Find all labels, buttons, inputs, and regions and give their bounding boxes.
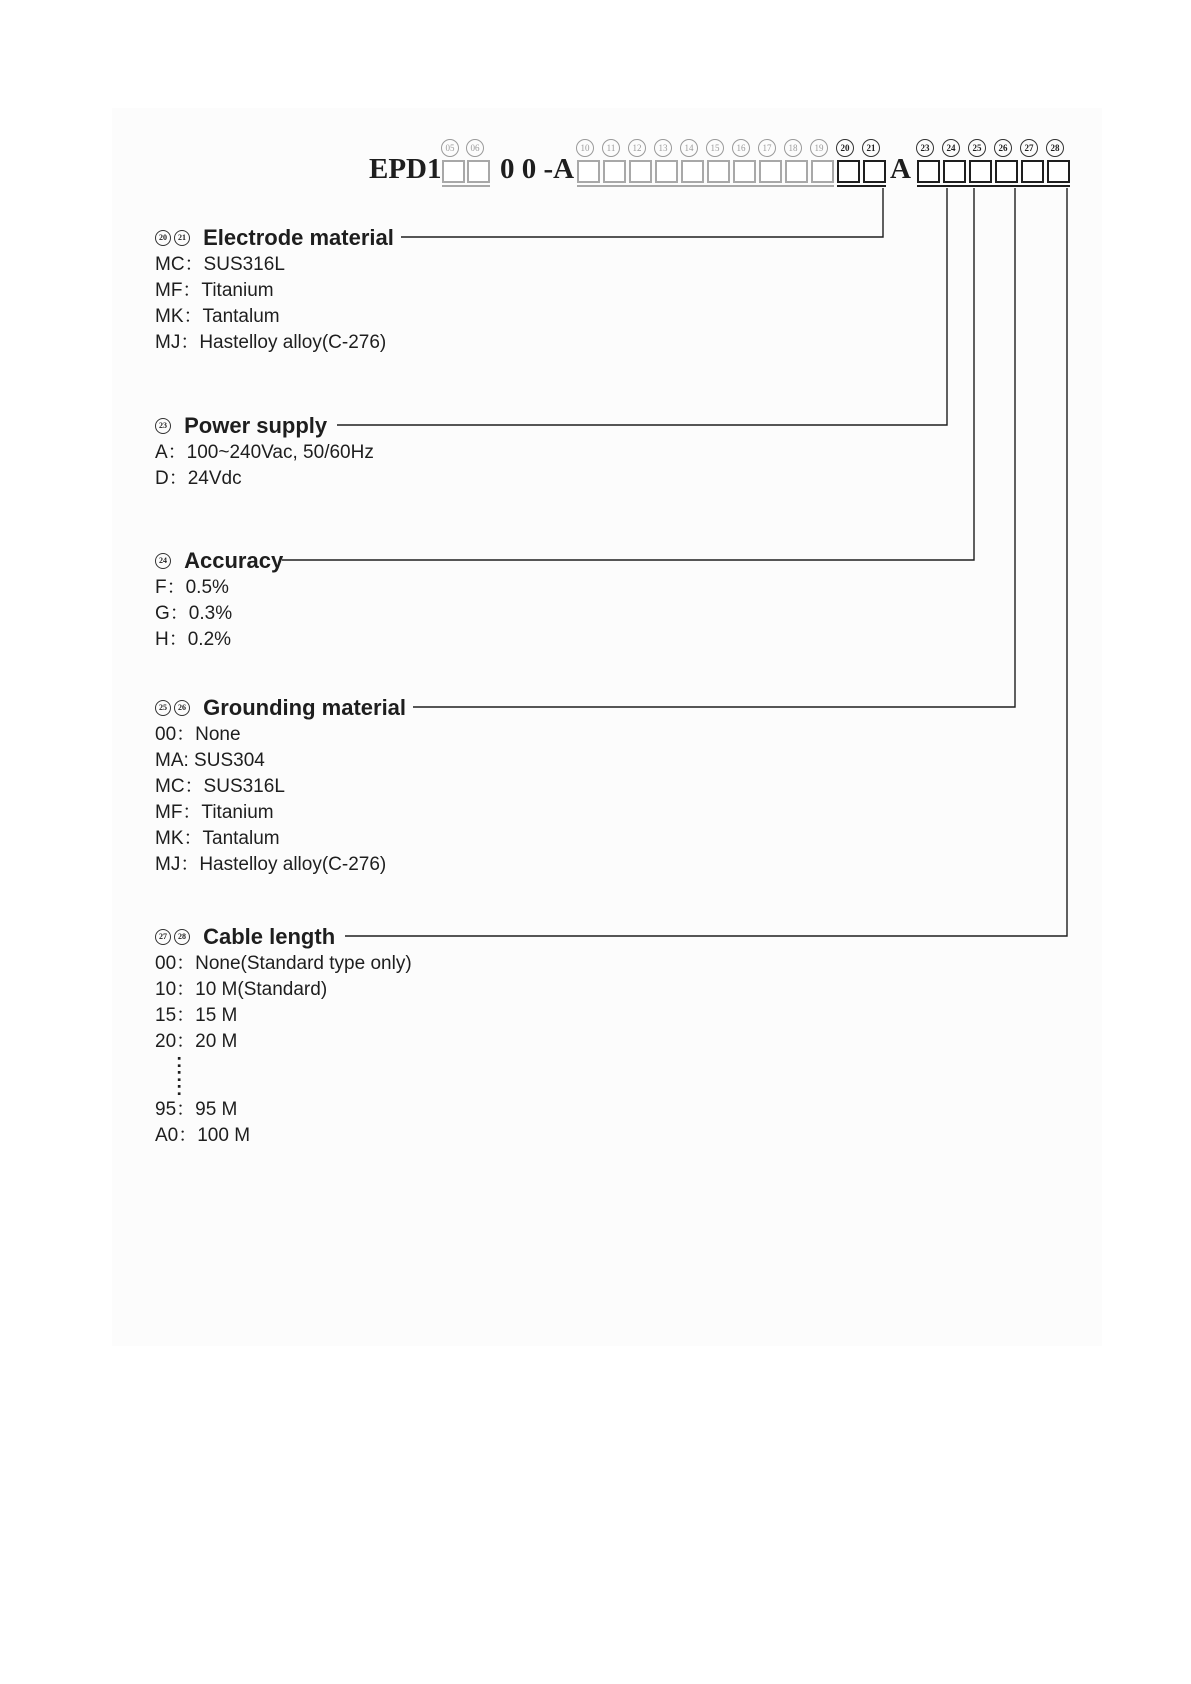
position-number: 23 bbox=[916, 139, 934, 157]
option-item: A0：100 M bbox=[155, 1125, 251, 1146]
position-number: 27 bbox=[1020, 139, 1038, 157]
position-number: 12 bbox=[628, 139, 646, 157]
position-number: 24 bbox=[155, 553, 171, 569]
option-item: H：0.2% bbox=[155, 629, 232, 650]
position-number: 26 bbox=[994, 139, 1012, 157]
option-item: F：0.5% bbox=[155, 577, 229, 598]
option-item: MF：Titanium bbox=[155, 280, 274, 301]
position-number: 16 bbox=[732, 139, 750, 157]
code-prefix: EPD1 bbox=[369, 153, 442, 185]
position-number: 18 bbox=[784, 139, 802, 157]
leader-line-power bbox=[337, 188, 947, 425]
position-number: 25 bbox=[968, 139, 986, 157]
position-number: 15 bbox=[706, 139, 724, 157]
position-number: 27 bbox=[155, 929, 171, 945]
position-number: 17 bbox=[758, 139, 776, 157]
position-number: 13 bbox=[654, 139, 672, 157]
option-item: 10：10 M(Standard) bbox=[155, 979, 328, 1000]
position-number: 26 bbox=[174, 700, 190, 716]
section-title-text: Cable length bbox=[203, 924, 336, 950]
option-item: 15：15 M bbox=[155, 1005, 238, 1026]
section-title bbox=[155, 692, 406, 722]
position-number: 21 bbox=[174, 230, 190, 246]
option-item: 00：None(Standard type only) bbox=[155, 953, 412, 974]
option-item: 20：20 M bbox=[155, 1031, 238, 1052]
section-electrode-material bbox=[155, 222, 394, 356]
section-title bbox=[155, 921, 412, 951]
section-title-text: Electrode material bbox=[203, 225, 394, 251]
section-title-text: Accuracy bbox=[184, 548, 284, 574]
position-number: 28 bbox=[174, 929, 190, 945]
position-number: 25 bbox=[155, 700, 171, 716]
section-title bbox=[155, 222, 394, 252]
option-item: MC：SUS316L bbox=[155, 776, 285, 797]
position-number: 19 bbox=[810, 139, 828, 157]
position-number: 05 bbox=[441, 139, 459, 157]
section-accuracy bbox=[155, 545, 283, 653]
position-number: 10 bbox=[576, 139, 594, 157]
option-item: D：24Vdc bbox=[155, 468, 242, 489]
option-item: A：100~240Vac, 50/60Hz bbox=[155, 442, 374, 463]
section-title bbox=[155, 410, 374, 440]
option-item: MF：Titanium bbox=[155, 802, 274, 823]
position-number: 11 bbox=[602, 139, 620, 157]
option-item: MJ：Hastelloy alloy(C-276) bbox=[155, 332, 387, 353]
option-item: MJ：Hastelloy alloy(C-276) bbox=[155, 854, 387, 875]
option-item: MK：Tantalum bbox=[155, 828, 280, 849]
option-item: MC：SUS316L bbox=[155, 254, 285, 275]
code-fixed-1: 0 0 -A bbox=[500, 153, 575, 185]
code-fixed-2: A bbox=[890, 153, 911, 185]
option-item: 00：None bbox=[155, 724, 241, 745]
option-item: MK：Tantalum bbox=[155, 306, 280, 327]
position-number: 20 bbox=[155, 230, 171, 246]
position-number: 21 bbox=[862, 139, 880, 157]
section-title-text: Power supply bbox=[184, 413, 328, 439]
position-number: 06 bbox=[466, 139, 484, 157]
position-number: 14 bbox=[680, 139, 698, 157]
option-item: MA: SUS304 bbox=[155, 750, 265, 771]
option-item: G：0.3% bbox=[155, 603, 233, 624]
option-item: 95：95 M bbox=[155, 1099, 238, 1120]
leader-line-electrode bbox=[401, 188, 883, 237]
position-number: 20 bbox=[836, 139, 854, 157]
leader-line-cable bbox=[345, 188, 1067, 936]
position-number: 28 bbox=[1046, 139, 1064, 157]
section-cable-length bbox=[155, 921, 412, 1149]
section-power-supply bbox=[155, 410, 374, 492]
leader-line-grounding bbox=[413, 188, 1015, 707]
section-title-text: Grounding material bbox=[203, 695, 407, 721]
position-number: 23 bbox=[155, 418, 171, 434]
ellipsis-vertical: : : : bbox=[176, 1051, 183, 1100]
position-number: 24 bbox=[942, 139, 960, 157]
section-title bbox=[155, 545, 283, 575]
section-grounding-material bbox=[155, 692, 406, 878]
